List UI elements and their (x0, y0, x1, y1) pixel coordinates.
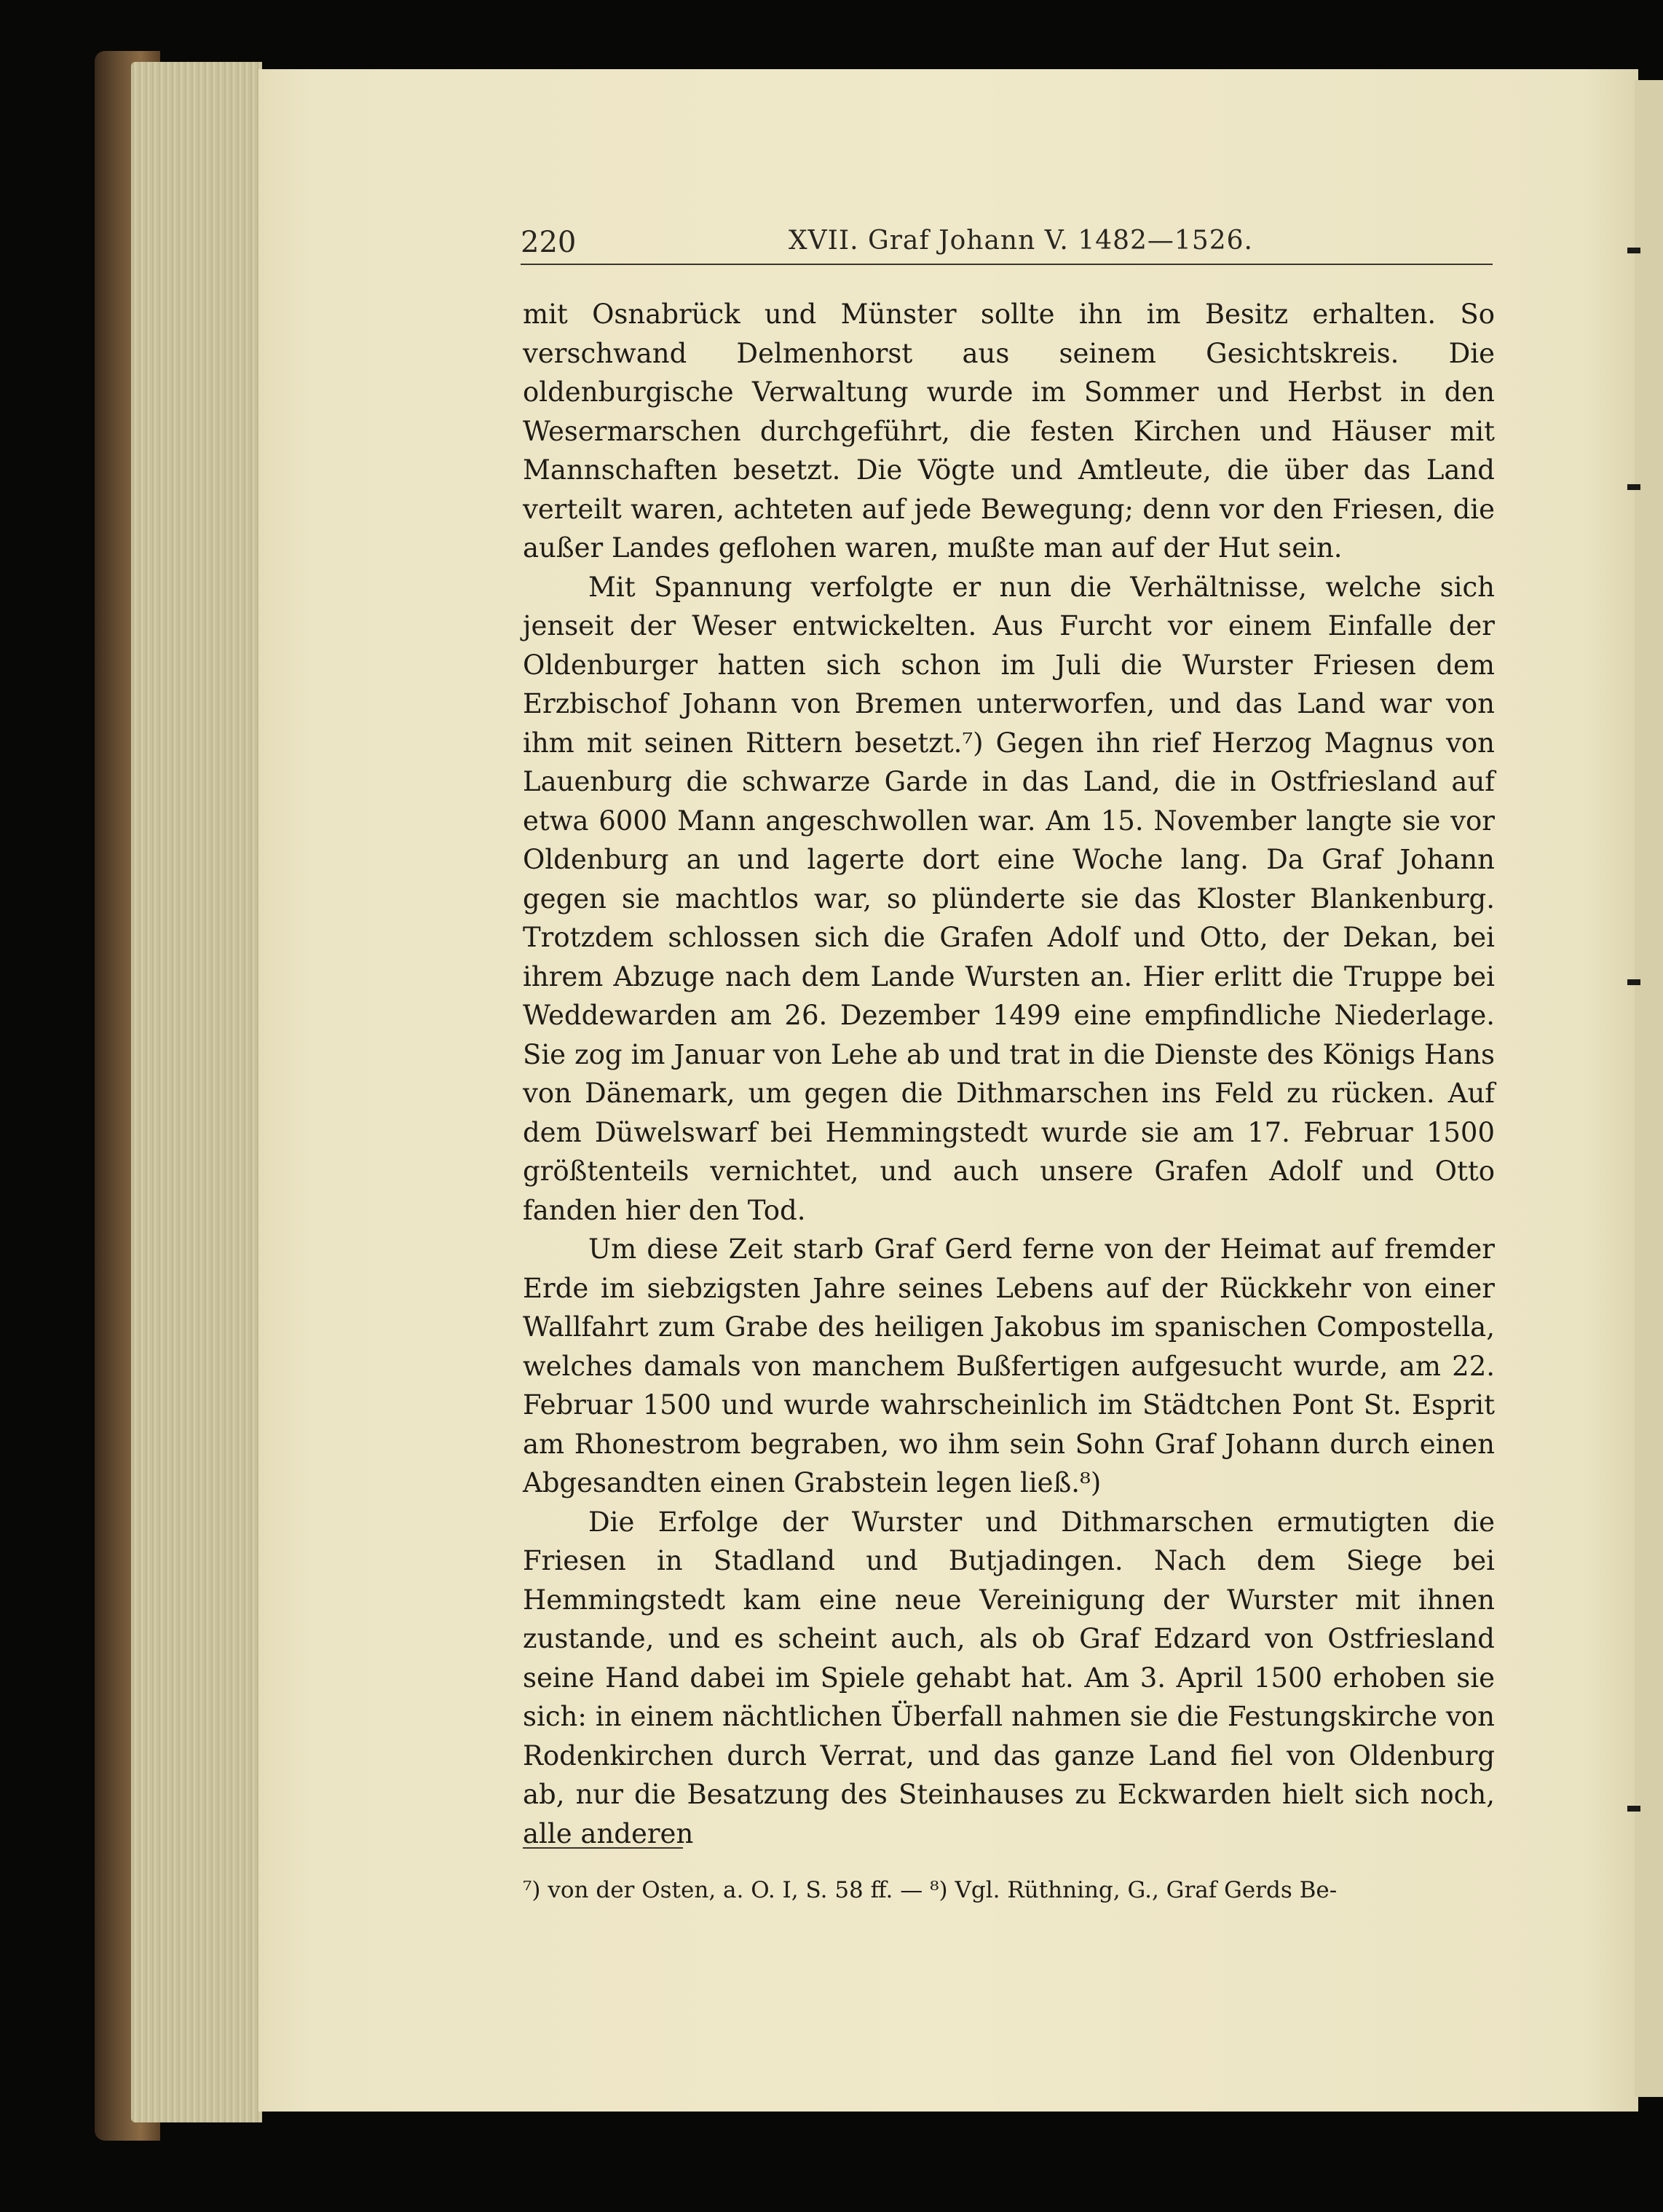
page-header (521, 218, 1493, 262)
edge-mark (1627, 484, 1640, 490)
footnote-rule (523, 1847, 683, 1849)
body-text (523, 295, 1495, 1853)
paragraph-3: Um diese Zeit starb Graf Gerd ferne von der Heimat auf fremder Erde im siebzigsten Jahre seines Lebens auf der Rückkehr von einer Wallfahrt zum Grabe des heiligen Jakobus im spanischen Compostella, welches damals von manchem Bußfertigen aufgesucht wurde, am 22. Februar 1500 und wurde wahrscheinlich im Städtchen Pont St. Esprit am Rhonestrom begraben, wo ihm sein Sohn Graf Johann durch einen Abgesandten einen Grabstein legen ließ.⁸) (523, 1233, 1495, 1498)
page-edges (131, 62, 262, 2122)
page-number: 220 (521, 226, 577, 259)
facing-page-edge (1635, 80, 1663, 2097)
footnote: ⁷) von der Osten, a. O. I, S. 58 ff. — ⁸) Vgl. Rüthning, G., Graf Gerds Be- (523, 1877, 1338, 1903)
paragraph-2: Mit Spannung verfolgte er nun die Verhältnisse, welche sich jenseit der Weser entwickelten. Aus Furcht vor einem Einfalle der Oldenburger hatten sich schon im Juli die Wurster Friesen dem Erzbischof Johann von Bremen unterworfen, und das Land war von ihm mit seinen Rittern besetzt.⁷) Gegen ihn rief Herzog Magnus von Lauenburg die schwarze Garde in das Land, die in Ostfriesland auf etwa 6000 Mann angeschwollen war. Am 15. November langte sie vor Oldenburg an und lagerte dort eine Woche lang. Da Graf Johann gegen sie machtlos war, so plünderte sie das Kloster Blankenburg. Trotzdem schlossen sich die Grafen Adolf und Otto, der Dekan, bei ihrem Abzuge nach dem Lande Wursten an. Hier erlitt die Truppe bei Weddewarden am 26. Dezember 1499 eine empfindliche Niederlage. Sie zog im Januar von Lehe ab und trat in die Dienste des Königs Hans von Dänemark, um gegen die Dithmarschen ins Feld zu rücken. Auf dem Düwelswarf bei Hemmingstedt wurde sie am 17. Februar 1500 größtenteils vernichtet, und auch unsere Grafen Adolf und Otto fanden hier den Tod. (523, 571, 1495, 1226)
paragraph-1: mit Osnabrück und Münster sollte ihn im Besitz erhalten. So verschwand Delmenhorst aus seinem Gesichtskreis. Die oldenburgische Verwaltung wurde im Sommer und Herbst in den Wesermarschen durchgeführt, die festen Kirchen und Häuser mit Mannschaften besetzt. Die Vögte und Amtleute, die über das Land verteilt waren, achteten auf jede Bewegung; denn vor den Friesen, die außer Landes geflohen waren, mußte man auf der Hut sein. (523, 299, 1495, 564)
edge-mark (1627, 979, 1640, 985)
paragraph-4: Die Erfolge der Wurster und Dithmarschen ermutigten die Friesen in Stadland und Butjadingen. Nach dem Siege bei Hemmingstedt kam eine neue Vereinigung der Wurster mit ihnen zustande, und es scheint auch, als ob Graf Edzard von Ostfriesland seine Hand dabei im Spiele gehabt hat. Am 3. April 1500 erhoben sie sich: in einem nächtlichen Überfall nahmen sie die Festungskirche von Rodenkirchen durch Verrat, und das ganze Land fiel von Oldenburg ab, nur die Besatzung des Steinhauses zu Eckwarden hielt sich noch, alle anderen (523, 1506, 1495, 1849)
edge-mark (1627, 1806, 1640, 1812)
running-head: XVII. Graf Johann V. 1482—1526. (789, 226, 1253, 256)
header-rule (521, 264, 1493, 265)
edge-mark (1627, 248, 1640, 253)
